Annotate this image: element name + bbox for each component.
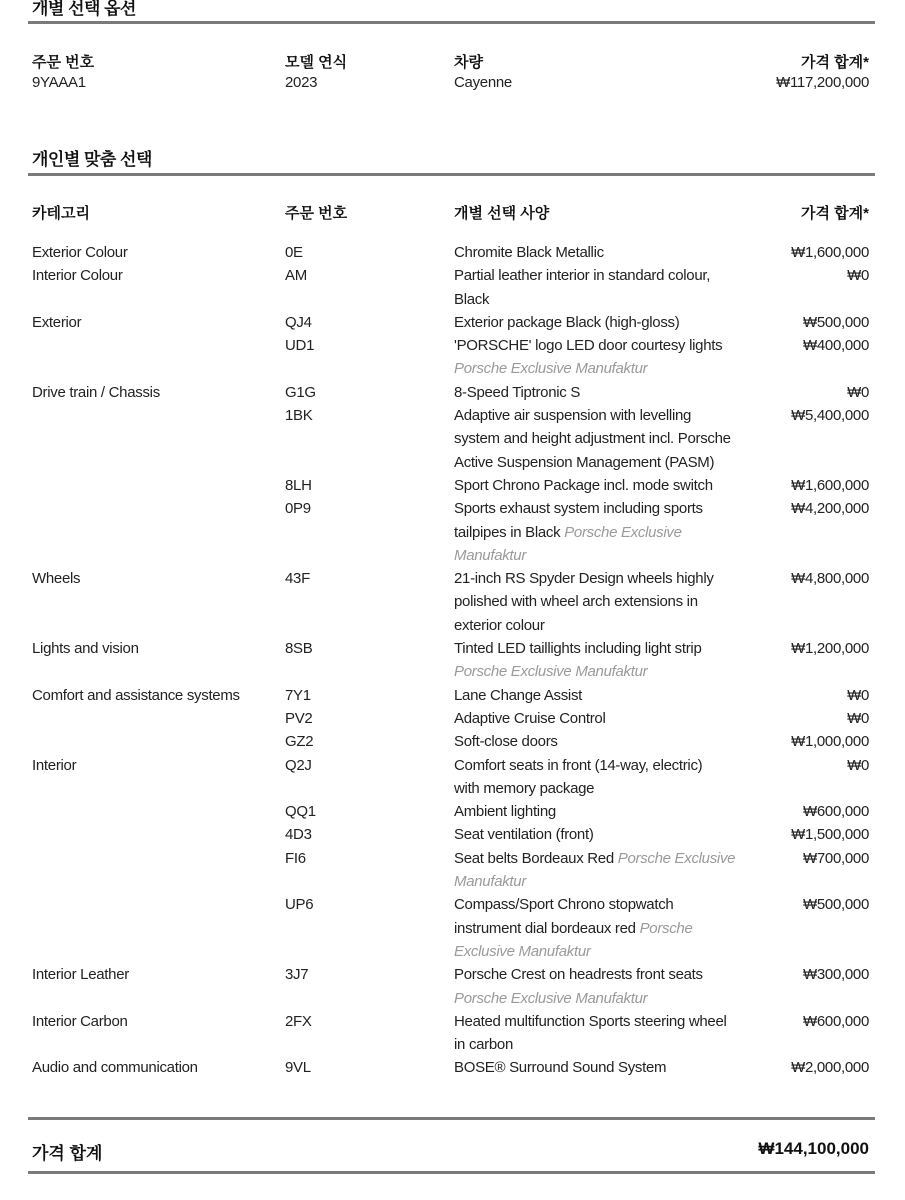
price-total-value: ₩117,200,000 <box>776 74 869 91</box>
description-text: 'PORSCHE' logo LED door courtesy lights <box>454 337 723 355</box>
row-option-description <box>454 1010 754 1057</box>
table-row <box>0 707 905 730</box>
description-line <box>454 777 754 800</box>
table-row <box>0 334 905 381</box>
divider <box>28 1117 875 1120</box>
description-text: Heated multifunction Sports steering wheel <box>454 1012 727 1030</box>
row-category: Exterior <box>32 313 82 331</box>
table-row <box>0 684 905 707</box>
description-line <box>454 264 754 287</box>
description-line <box>454 521 754 544</box>
divider <box>28 173 875 176</box>
table-row <box>0 264 905 311</box>
table-row <box>0 474 905 497</box>
description-line <box>454 893 754 916</box>
row-option-code: Q2J <box>285 756 312 774</box>
order-number-header: 주문 번호 <box>32 54 95 71</box>
description-text: with memory package <box>454 779 595 797</box>
table-row <box>0 241 905 264</box>
description-text: Tinted LED taillights including light strip <box>454 640 702 658</box>
row-option-code: 7Y1 <box>285 686 311 704</box>
row-category: Comfort and assistance systems <box>32 686 240 704</box>
manufaktur-tag: Porsche Exclusive Manufaktur <box>454 989 648 1007</box>
table-row <box>0 1010 905 1057</box>
row-price: ₩0 <box>847 267 869 285</box>
description-line <box>454 381 754 404</box>
row-option-description <box>454 823 754 846</box>
table-row <box>0 754 905 801</box>
row-price: ₩300,000 <box>803 966 869 984</box>
manufaktur-tag: Porsche Exclusive <box>617 849 736 867</box>
description-text: tailpipes in Black <box>454 523 561 541</box>
divider <box>28 1171 875 1174</box>
description-text: Seat ventilation (front) <box>454 826 594 844</box>
model-year-value: 2023 <box>285 74 318 91</box>
row-option-description <box>454 963 754 1010</box>
description-text: 21-inch RS Spyder Design wheels highly <box>454 570 714 588</box>
row-price: ₩0 <box>847 709 869 727</box>
row-price: ₩0 <box>847 686 869 704</box>
description-text: Seat belts Bordeaux Red <box>454 849 614 867</box>
row-category: Interior Carbon <box>32 1012 128 1030</box>
row-price: ₩4,800,000 <box>791 570 869 588</box>
row-price: ₩5,400,000 <box>791 407 869 425</box>
row-price: ₩1,500,000 <box>791 826 869 844</box>
table-row <box>0 311 905 334</box>
description-text: Ambient lighting <box>454 803 556 821</box>
row-option-description <box>454 1056 754 1079</box>
row-option-code: UP6 <box>285 896 314 914</box>
description-text: 8-Speed Tiptronic S <box>454 383 581 401</box>
row-category: Interior Leather <box>32 966 129 984</box>
table-row <box>0 893 905 963</box>
row-option-code: FI6 <box>285 849 306 867</box>
description-line <box>454 1010 754 1033</box>
description-line <box>454 334 754 357</box>
table-row <box>0 823 905 846</box>
row-option-code: 9VL <box>285 1059 311 1077</box>
table-row <box>0 567 905 637</box>
description-text: Comfort seats in front (14-way, electric) <box>454 756 703 774</box>
description-text: system and height adjustment incl. Porsche <box>454 430 731 448</box>
description-text: BOSE® Surround Sound System <box>454 1059 667 1077</box>
description-line <box>454 754 754 777</box>
row-option-description <box>454 334 754 381</box>
option-code-header: 주문 번호 <box>285 205 348 222</box>
description-line <box>454 963 754 986</box>
table-row <box>0 800 905 823</box>
description-line <box>454 311 754 334</box>
row-option-description <box>454 567 754 637</box>
description-line <box>454 730 754 753</box>
description-text: Black <box>454 290 490 308</box>
description-line <box>454 917 754 940</box>
row-price: ₩2,000,000 <box>791 1059 869 1077</box>
category-header: 카테고리 <box>32 205 90 222</box>
row-option-description <box>454 800 754 823</box>
description-line <box>454 451 754 474</box>
row-option-code: QJ4 <box>285 313 312 331</box>
description-text: Sport Chrono Package incl. mode switch <box>454 476 713 494</box>
row-option-description <box>454 707 754 730</box>
row-price: ₩1,000,000 <box>791 733 869 751</box>
description-line <box>454 707 754 730</box>
row-price: ₩500,000 <box>803 896 869 914</box>
manufaktur-tag: Manufaktur <box>454 873 527 891</box>
row-option-description <box>454 241 754 264</box>
description-text: Active Suspension Management (PASM) <box>454 453 715 471</box>
table-row <box>0 730 905 753</box>
row-category: Exterior Colour <box>32 244 128 261</box>
description-text: in carbon <box>454 1036 514 1054</box>
description-text: Sports exhaust system including sports <box>454 500 703 518</box>
table-row <box>0 381 905 404</box>
description-line <box>454 823 754 846</box>
row-option-description <box>454 381 754 404</box>
row-category: Audio and communication <box>32 1059 198 1077</box>
model-year-header: 모델 연식 <box>285 54 348 71</box>
order-summary-title: 개별 선택 옵션 <box>32 0 136 18</box>
row-category: Lights and vision <box>32 640 139 658</box>
option-price-header: 가격 합계* <box>801 205 869 222</box>
description-line <box>454 1033 754 1056</box>
row-option-code: 0E <box>285 244 303 261</box>
row-price: ₩600,000 <box>803 803 869 821</box>
row-option-description <box>454 474 754 497</box>
table-row <box>0 497 905 567</box>
row-option-code: 3J7 <box>285 966 309 984</box>
vehicle-header: 차량 <box>454 54 483 71</box>
row-option-description <box>454 684 754 707</box>
description-line <box>454 637 754 660</box>
row-option-code: 1BK <box>285 407 313 425</box>
row-price: ₩700,000 <box>803 849 869 867</box>
description-line <box>454 474 754 497</box>
order-number-value: 9YAAA1 <box>32 74 86 91</box>
row-option-code: AM <box>285 267 307 285</box>
manufaktur-tag: Porsche Exclusive <box>564 523 682 541</box>
description-text: Adaptive Cruise Control <box>454 709 606 727</box>
row-option-description <box>454 847 754 894</box>
row-category: Drive train / Chassis <box>32 383 160 401</box>
description-text: Exterior package Black (high-gloss) <box>454 313 680 331</box>
row-option-code: G1G <box>285 383 316 401</box>
table-row <box>0 404 905 474</box>
description-line <box>454 427 754 450</box>
description-text: Porsche Crest on headrests front seats <box>454 966 703 984</box>
row-price: ₩1,200,000 <box>791 640 869 658</box>
row-option-description <box>454 893 754 963</box>
row-category: Interior <box>32 756 77 774</box>
grand-total-value: ₩144,100,000 <box>758 1139 869 1158</box>
row-price: ₩1,600,000 <box>791 476 869 494</box>
row-price: ₩0 <box>847 756 869 774</box>
description-line <box>454 684 754 707</box>
row-option-description <box>454 311 754 334</box>
description-text: polished with wheel arch extensions in <box>454 593 698 611</box>
manufaktur-tag: Exclusive Manufaktur <box>454 942 591 960</box>
row-price: ₩4,200,000 <box>791 500 869 518</box>
row-category: Interior Colour <box>32 267 123 285</box>
manufaktur-tag: Porsche Exclusive Manufaktur <box>454 360 648 378</box>
grand-total-label: 가격 합계 <box>32 1144 103 1163</box>
row-option-code: 2FX <box>285 1012 312 1030</box>
description-text: Adaptive air suspension with levelling <box>454 407 692 425</box>
option-name-header: 개별 선택 사양 <box>454 205 550 222</box>
row-price: ₩400,000 <box>803 337 869 355</box>
row-price: ₩1,600,000 <box>791 244 869 261</box>
table-row <box>0 637 905 684</box>
row-option-code: 8SB <box>285 640 313 658</box>
options-table <box>0 241 905 1080</box>
row-option-code: 43F <box>285 570 310 588</box>
row-option-description <box>454 404 754 474</box>
row-option-code: UD1 <box>285 337 315 355</box>
table-row <box>0 963 905 1010</box>
row-category: Wheels <box>32 570 81 588</box>
description-text: Compass/Sport Chrono stopwatch <box>454 896 674 914</box>
description-line <box>454 800 754 823</box>
manufaktur-tag: Porsche Exclusive Manufaktur <box>454 663 648 681</box>
row-price: ₩600,000 <box>803 1012 869 1030</box>
row-option-description <box>454 730 754 753</box>
row-option-description <box>454 264 754 311</box>
description-line <box>454 497 754 520</box>
row-option-code: 8LH <box>285 476 312 494</box>
description-text: Lane Change Assist <box>454 686 583 704</box>
description-text: instrument dial bordeaux red <box>454 919 636 937</box>
divider <box>28 21 875 24</box>
description-text: Chromite Black Metallic <box>454 244 604 261</box>
vehicle-value: Cayenne <box>454 74 512 91</box>
row-price: ₩500,000 <box>803 313 869 331</box>
description-text: Soft-close doors <box>454 733 558 751</box>
table-row <box>0 1056 905 1079</box>
description-line <box>454 1056 754 1079</box>
description-text: exterior colour <box>454 616 545 634</box>
manufaktur-tag: Porsche <box>639 919 693 937</box>
description-line <box>454 567 754 590</box>
description-line <box>454 241 754 264</box>
row-price: ₩0 <box>847 383 869 401</box>
description-line <box>454 288 754 311</box>
row-option-code: 4D3 <box>285 826 312 844</box>
manufaktur-tag: Manufaktur <box>454 546 527 564</box>
description-line <box>454 590 754 613</box>
row-option-description <box>454 637 754 684</box>
description-text: Partial leather interior in standard colour, <box>454 267 711 285</box>
row-option-description <box>454 754 754 801</box>
custom-options-title: 개인별 맞춤 선택 <box>32 150 152 169</box>
row-option-code: QQ1 <box>285 803 316 821</box>
row-option-code: GZ2 <box>285 733 314 751</box>
row-option-code: 0P9 <box>285 500 311 518</box>
description-line <box>454 614 754 637</box>
description-line <box>454 847 754 870</box>
table-row <box>0 847 905 894</box>
price-total-header: 가격 합계* <box>801 54 869 71</box>
row-option-description <box>454 497 754 567</box>
description-line <box>454 404 754 427</box>
row-option-code: PV2 <box>285 709 313 727</box>
